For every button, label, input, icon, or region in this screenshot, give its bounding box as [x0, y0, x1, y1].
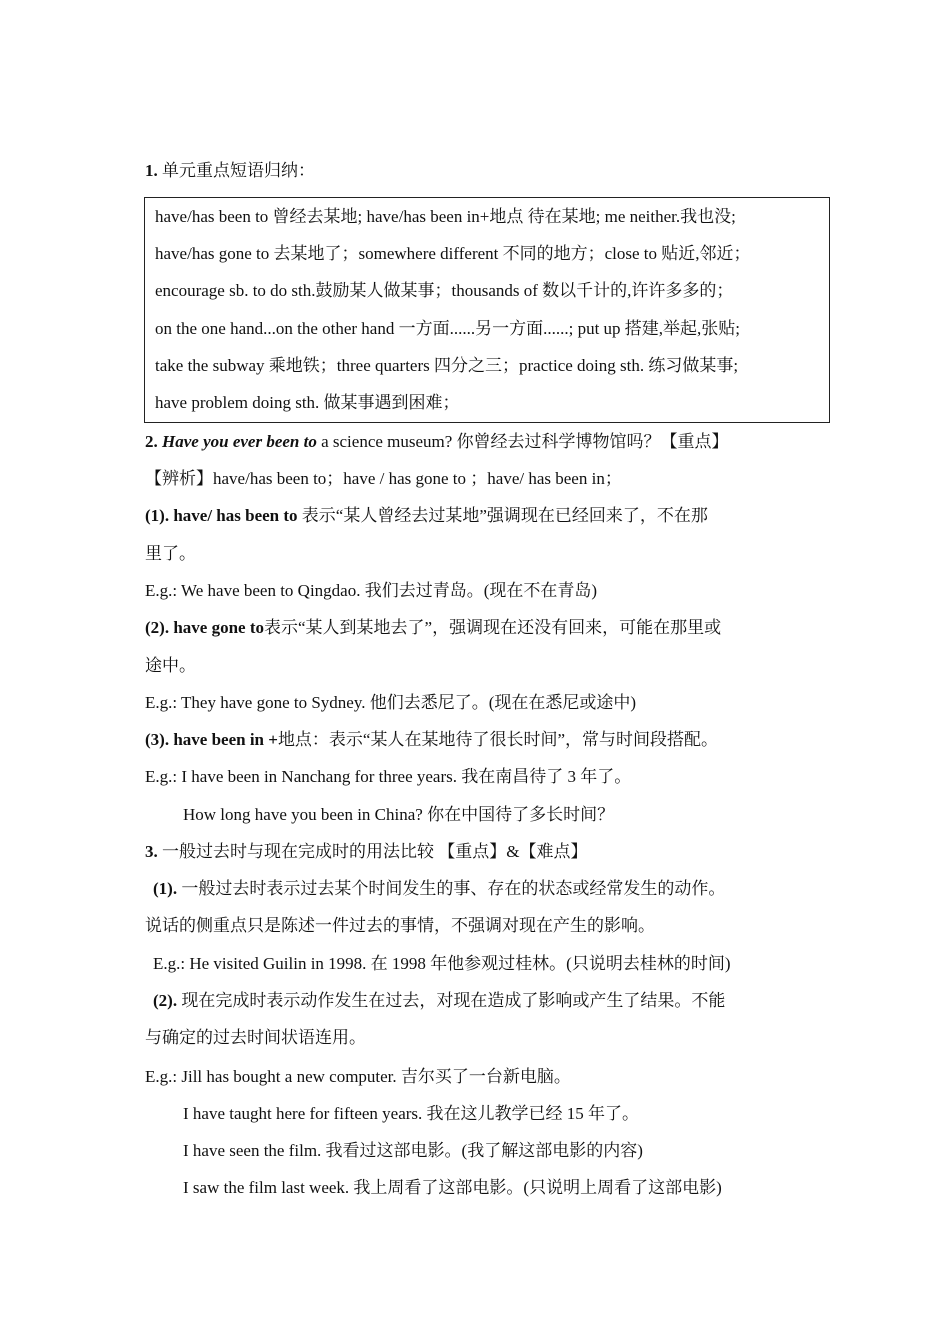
usage-2-example-3: I have seen the film. 我看过这部电影。(我了解这部电影的内容)	[183, 1141, 643, 1160]
point-1-example: E.g.: We have been to Qingdao. 我们去过青岛。(现在不在青岛)	[145, 581, 598, 600]
point-label: (3). have been in +	[145, 730, 278, 749]
question-rest: a science museum? 你曾经去过科学博物馆吗？【重点】	[316, 432, 729, 451]
point-3-example-1: E.g.: I have been in Nanchang for three years. 我在南昌待了 3 年了。	[145, 767, 632, 786]
usage-label: (2).	[153, 991, 178, 1010]
point-2-cont: 途中。	[145, 656, 196, 675]
point-3-example-2: How long have you been in China? 你在中国待了多长时间？	[183, 805, 615, 824]
phrase-line-3: encourage sb. to do sth.鼓励某人做某事；thousands of 数以千计的,许许多多的；	[155, 281, 734, 300]
usage-2-example-1: E.g.: Jill has bought a new computer. 吉尔买了一台新电脑。	[145, 1067, 571, 1086]
point-1-cont: 里了。	[145, 544, 196, 563]
section-3-heading	[145, 841, 587, 863]
usage-1	[153, 878, 725, 900]
usage-2	[153, 990, 725, 1012]
phrase-line-2: have/has gone to 去某地了；somewhere different 不同的地方；close to 贴近,邻近；	[155, 244, 751, 263]
usage-1-example: E.g.: He visited Guilin in 1998. 在 1998 年他参观过桂林。(只说明去桂林的时间)	[153, 954, 731, 973]
phrase-line-6: have problem doing sth. 做某事遇到困难；	[155, 393, 460, 412]
usage-2-example-4: I saw the film last week. 我上周看了这部电影。(只说明上周看了这部电影)	[183, 1178, 722, 1197]
point-2	[145, 617, 721, 639]
section-2-heading	[145, 431, 729, 453]
usage-1-cont: 说话的侧重点只是陈述一件过去的事情，不强调对现在产生的影响。	[145, 916, 655, 935]
usage-2-cont: 与确定的过去时间状语连用。	[145, 1028, 366, 1047]
phrase-summary-box	[144, 197, 830, 423]
phrase-line-5: take the subway 乘地铁；three quarters 四分之三；practice doing sth. 练习做某事;	[155, 356, 739, 375]
phrase-line-1: have/has been to 曾经去某地; have/has been in+地点 待在某地; me neither.我也没;	[155, 207, 736, 226]
phrase-line-4: on the one hand...on the other hand 一方面......另一方面......; put up 搭建,举起,张贴;	[155, 319, 741, 338]
section-number: 3.	[145, 842, 158, 861]
point-text: 地点：表示“某人在某地待了很长时间”，常与时间段搭配。	[277, 730, 719, 749]
usage-text: 现在完成时表示动作发生在过去，对现在造成了影响或产生了结果。不能	[177, 991, 726, 1010]
usage-label: (1).	[153, 879, 178, 898]
section-title: 单元重点短语归纳：	[162, 161, 315, 180]
point-3	[145, 729, 718, 751]
point-1	[145, 505, 708, 527]
point-text: 表示“某人到某地去了”，强调现在还没有回来，可能在那里或	[263, 618, 722, 637]
point-2-example: E.g.: They have gone to Sydney. 他们去悉尼了。(现在在悉尼或途中)	[145, 693, 637, 712]
section-1-heading	[145, 160, 315, 182]
section-number: 2.	[145, 432, 158, 451]
point-text: 表示“某人曾经去过某地”强调现在已经回来了，不在那	[297, 506, 708, 525]
section-title: 一般过去时与现在完成时的用法比较 【重点】&【难点】	[157, 842, 588, 861]
point-label: (2). have gone to	[145, 618, 264, 637]
question-bold: Have you ever been to	[162, 432, 317, 451]
section-number: 1.	[145, 161, 158, 180]
usage-2-example-2: I have taught here for fifteen years. 我在这儿教学已经 15 年了。	[183, 1104, 640, 1123]
usage-text: 一般过去时表示过去某个时间发生的事、存在的状态或经常发生的动作。	[177, 879, 726, 898]
point-label: (1). have/ has been to	[145, 506, 298, 525]
bianxi-line: 【辨析】have/has been to；have / has gone to ；have/ has been in；	[145, 469, 622, 488]
